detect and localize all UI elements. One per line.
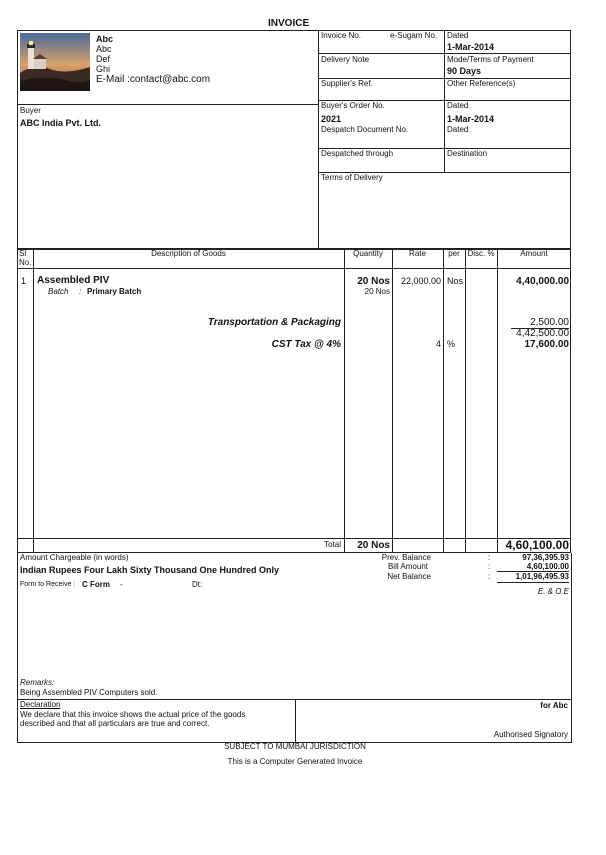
charge-rate: 4 xyxy=(435,339,441,349)
col-disc: Disc. % xyxy=(467,249,495,258)
col-description: Description of Goods xyxy=(151,249,226,258)
charge-label: CST Tax @ 4% xyxy=(271,339,341,350)
items-total-divider xyxy=(17,538,571,539)
item-per: Nos xyxy=(447,276,464,286)
despatched-through-label: Despatched through xyxy=(321,149,394,158)
balance-value: 97,36,395.93 xyxy=(522,553,569,562)
balance-value: 4,60,100.00 xyxy=(526,562,569,571)
destination-label: Destination xyxy=(447,149,488,158)
item-batch-value: Primary Batch xyxy=(87,287,142,296)
col-no: No. xyxy=(19,258,32,267)
declaration-line: described and that all particulars are true and correct. xyxy=(20,719,210,728)
seller-logo xyxy=(20,33,90,91)
balance-sep: : xyxy=(488,562,491,571)
col-sl: Sl xyxy=(19,249,27,258)
total-qty: 20 Nos xyxy=(357,540,390,551)
meta-divider xyxy=(444,30,445,172)
other-ref-label: Other Reference(s) xyxy=(447,79,516,88)
items-header-divider xyxy=(17,268,571,269)
seller-address-line: Ghi xyxy=(96,64,111,74)
remarks-text: Being Assembled PIV Computers sold. xyxy=(20,688,158,697)
item-batch-label: Batch xyxy=(48,287,69,296)
buyer-label: Buyer xyxy=(20,106,41,115)
subtotal-amount: 4,42,500.00 xyxy=(516,328,569,339)
terms-delivery-label: Terms of Delivery xyxy=(321,173,383,182)
form-value: C Form xyxy=(82,580,110,589)
item-sl: 1 xyxy=(21,276,27,286)
seller-buyer-divider xyxy=(17,104,318,105)
despatch-dated-label: Dated xyxy=(447,125,469,134)
buyer-order-label: Buyer's Order No. xyxy=(321,101,385,110)
order-date: 1-Mar-2014 xyxy=(447,114,495,124)
esugam-label: e-Sugam No. xyxy=(390,31,438,40)
charge-amount: 17,600.00 xyxy=(524,339,569,350)
invoice-date: 1-Mar-2014 xyxy=(447,42,495,52)
despatch-doc-label: Despatch Document No. xyxy=(321,125,409,134)
form-label: Form to Receive : xyxy=(20,581,76,588)
col-amount: Amount xyxy=(520,249,548,258)
total-amount: 4,60,100.00 xyxy=(505,538,569,552)
words-value: Indian Rupees Four Lakh Sixty Thousand One Hundred Only xyxy=(20,565,280,575)
eoe: E. & O.E xyxy=(537,587,569,596)
words-label: Amount Chargeable (in words) xyxy=(20,553,129,562)
invoice-title: INVOICE xyxy=(268,18,310,29)
charge-amount: 2,500.00 xyxy=(530,317,569,328)
buyer-order-no: 2021 xyxy=(321,114,342,124)
remarks-label: Remarks: xyxy=(20,678,55,687)
charge-label: Transportation & Packaging xyxy=(207,317,341,328)
item-qty: 20 Nos xyxy=(357,276,390,287)
form-dt-label: Dt: xyxy=(192,580,203,589)
declaration-label: Declaration xyxy=(20,700,61,709)
seller-email: E-Mail :contact@abc.com xyxy=(96,74,211,85)
seller-address-line: Abc xyxy=(96,44,112,54)
seller-name: Abc xyxy=(96,34,114,44)
computer-generated-note: This is a Computer Generated Invoice xyxy=(227,757,363,766)
authorised-signatory: Authorised Signatory xyxy=(493,730,568,739)
balance-label: Prev. Balance xyxy=(381,553,431,562)
header-divider xyxy=(318,30,319,250)
item-amount: 4,40,000.00 xyxy=(516,276,569,287)
balance-sep: : xyxy=(488,553,491,562)
balance-sep: : xyxy=(488,572,491,581)
payment-terms: 90 Days xyxy=(447,66,482,76)
seller-address-line: Def xyxy=(96,54,111,64)
balance-label: Net Balance xyxy=(387,572,431,581)
item-rate: 22,000.00 xyxy=(400,276,441,286)
lighthouse-photo-icon xyxy=(20,33,90,91)
supplier-ref-label: Supplier's Ref. xyxy=(321,79,373,88)
col-rate: Rate xyxy=(409,249,426,258)
dated-label: Dated xyxy=(447,31,469,40)
invoice-no-label: Invoice No. xyxy=(321,31,362,40)
buyer-name: ABC India Pvt. Ltd. xyxy=(20,118,101,128)
item-qty-sub: 20 Nos xyxy=(364,287,390,296)
total-label: Total xyxy=(324,540,341,549)
for-company: for Abc xyxy=(540,701,568,710)
jurisdiction: SUBJECT TO MUMBAI JURISDICTION xyxy=(224,742,366,751)
balance-label: Bill Amount xyxy=(387,562,428,571)
form-dash: - xyxy=(120,580,123,589)
item-batch-sep: : xyxy=(79,287,82,296)
charge-per: % xyxy=(447,339,456,349)
col-per: per xyxy=(448,249,460,258)
balance-value: 1,01,96,495.93 xyxy=(515,572,569,581)
declaration-line: We declare that this invoice shows the actual price of the goods xyxy=(20,710,246,719)
payment-terms-label: Mode/Terms of Payment xyxy=(447,55,534,64)
order-dated-label: Dated xyxy=(447,101,469,110)
item-name: Assembled PIV xyxy=(37,275,110,286)
delivery-note-label: Delivery Note xyxy=(321,55,370,64)
col-quantity: Quantity xyxy=(353,249,383,258)
